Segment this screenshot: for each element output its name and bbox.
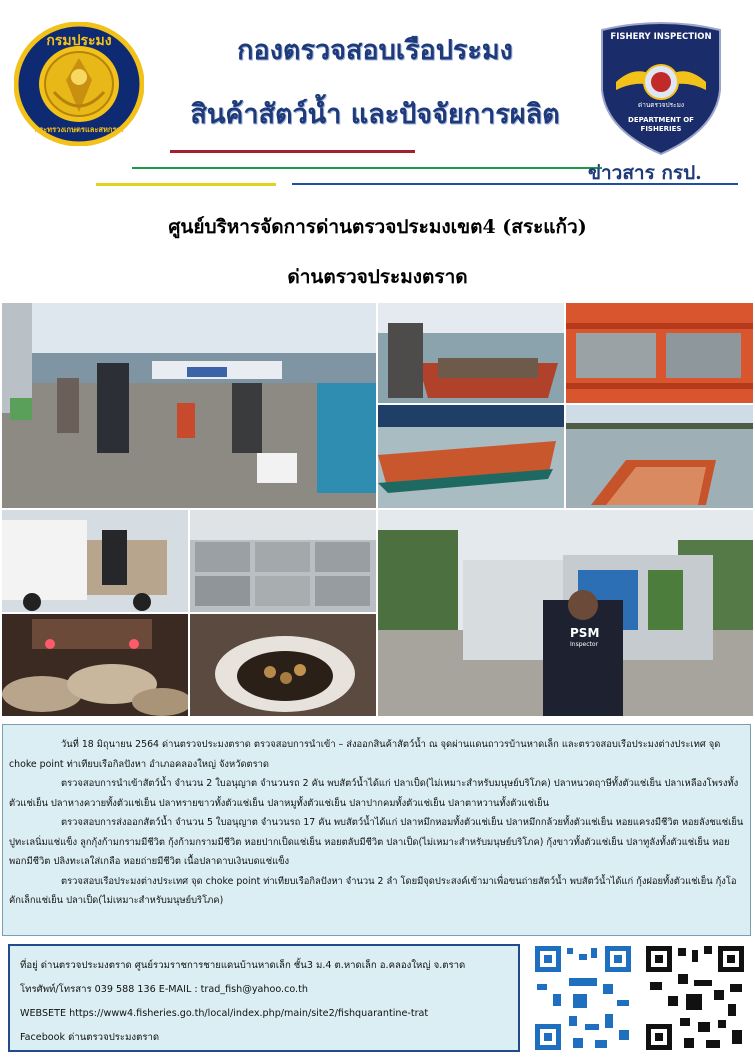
header-divider-red: [170, 150, 415, 153]
photo-boat-harbor: [566, 405, 753, 508]
photo-boat-loading: [378, 303, 564, 403]
logo-bottom-text: กระทรวงเกษตรและสหกรณ์: [34, 125, 124, 134]
header-divider-green: [132, 167, 602, 169]
footer-address: ที่อยู่ ด่านตรวจประมงตราด ศูนย์รวมราชการชายแดนบ้านหาดเล็ก ชั้น3 ม.4 ต.หาดเล็ก อ.คลองใหญ่ จ.ตราด: [20, 960, 466, 971]
report-paragraph-4: ตรวจสอบเรือประมงต่างประเทศ จุด choke point ท่าเทียบเรือกิลปังหา จำนวน 2 ลำ โดยมีจุดประสงค์เข้ามาเพื่อขนถ่ายสัตว์น้ำ พบสัตว์น้ำได้แก่ กุ้งฝอยทั้งตัวแช่เย็น กุ้งโอคักเล็กแช่เย็น ปลาเป็ด(ไม่เหมาะสำหรับมนุษย์บริโภค): [9, 875, 737, 906]
report-paragraph-3: ตรวจสอบการส่งออกสัตว์น้ำ จำนวน 5 ใบอนุญาต จำนวนรถ 17 คัน พบสัตว์น้ำได้แก่ ปลาหมึกหอมทั้งตัวแช่เย็น ปลาหมึกกล้วยทั้งตัวแช่เย็น หอยแครงมีชีวิต หอยลังชแช่เย็น ปูทะเลนิ่มแช่แข็ง ลูกกุ้งก้ามกรามมีชีวิต กุ้งก้ามกรามมีชีวิต หอยปากเป็ดแช่เย็น หอยตลับมีชีวิต ปลาเป็ด(ไม่เหมาะสำหรับมนุษย์บริโภค) กุ้งขาวทั้งตัวแช่เย็น ปลาทูลังทั้งตัวแช่เย็น หอยพอกมีชีวิต ปลิงทะเลใส่เกลือ หอยถ่ายมีชีวิต เนื้อปลาดาบเงินบดแช่แข็ง: [9, 817, 744, 867]
footer-facebook[interactable]: Facebook ด่านตรวจประมงตราด: [20, 1032, 160, 1043]
header-divider-yellow: [96, 183, 276, 186]
fishery-inspection-badge: [596, 20, 726, 158]
psm-vest-sublabel: Inspector: [570, 641, 598, 648]
department-of-fisheries-logo: [14, 22, 144, 146]
badge-top-text: FISHERY INSPECTION: [610, 32, 712, 42]
contact-footer: [8, 944, 520, 1052]
report-paragraph-2: ตรวจสอบการนำเข้าสัตว์น้ำ จำนวน 2 ใบอนุญาต จำนวนรถ 2 คัน พบสัตว์น้ำได้แก่ ปลาเป็ด(ไม่เหมาะสำหรับมนุษย์บริโภค) ปลาหนวดฤาษีทั้งตัวแช่เย็น ปลาเหลืองโพรงทั้งตัวแช่เย็น ปลาหางควายทั้งตัวแช่เย็น ปลาทรายขาวทั้งตัวแช่เย็น ปลาหมูทั้งตัวแช่เย็น ปลาปากคมทั้งตัวแช่เย็น ปลาตาหวานทั้งตัวแช่เย็น: [9, 778, 739, 809]
footer-website[interactable]: WEBSETE https://www4.fisheries.go.th/local/index.php/main/site2/fishquarantine-trat: [20, 1008, 429, 1019]
news-label: ข่าวสาร กรป.: [588, 162, 702, 184]
photo-psm-inspector: [378, 510, 753, 716]
badge-center-text: ด่านตรวจประมง: [637, 101, 685, 109]
badge-bottom-text: DEPARTMENT OF FISHERIES: [628, 116, 694, 133]
page-title-line2: สินค้าสัตว์น้ำ และปัจจัยการผลิต: [190, 99, 560, 130]
footer-phone-email: โทรศัพท์/โทรสาร 039 588 136 E-MAIL : trad_fish@yahoo.co.th: [20, 984, 308, 995]
photo-dock-inspection: [2, 303, 376, 508]
logo-top-text: กรมประมง: [46, 33, 112, 49]
photo-catch-bins: [566, 303, 753, 403]
photo-shellfish-sack: [190, 614, 376, 716]
photo-truck-inspection: [2, 510, 188, 612]
psm-vest-label: PSM: [570, 626, 600, 640]
photo-boat-water: [378, 405, 564, 508]
qr-code-facebook[interactable]: [644, 944, 746, 1052]
photo-fish-crates: [190, 510, 376, 612]
subheading-office: ด่านตรวจประมงตราด: [287, 266, 468, 288]
subheading-center: ศูนย์บริหารจัดการด่านตรวจประมงเขต4 (สระแก้ว): [168, 216, 587, 238]
report-textbox: [2, 724, 751, 936]
report-paragraph-1: วันที่ 18 มิถุนายน 2564 ด่านตรวจประมงตราด ตรวจสอบการนำเข้า – ส่งออกสินค้าสัตว์น้ำ ณ จุดผ่านแดนถาวรบ้านหาดเล็ก และตรวจสอบเรือประมงต่างประเทศ จุด choke point ท่าเทียบเรือกิลปังหา อำเภอคลองใหญ่ จังหวัดตราด: [9, 739, 721, 770]
page-title-line1: กองตรวจสอบเรือประมง: [237, 35, 513, 66]
qr-code-website[interactable]: [533, 944, 633, 1052]
photo-sacks-night: [2, 614, 188, 716]
